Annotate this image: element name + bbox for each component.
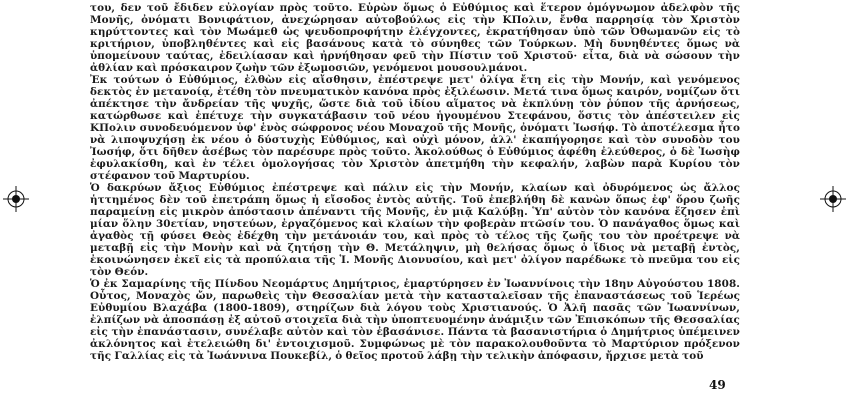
paragraph: Ὁ δακρύων ἄξιος Εὐθύμιος ἐπέστρεψε καὶ πάλιν εἰς τὴν Μονήν, κλαίων καὶ ὀδυρόμενος ὡς ἄλλος ἡττημένος δὲν τοῦ ἐπετράπη ὅμως ἡ εἴσοδος ἐντὸς αὐτῆς. Τοῦ ἐπεβλήθη δὲ κανὼν ὅπως ἐφ' ὅρου ζωῆς παραμείνῃ εἰς μικρὸν ἀπόστασιν ἀπέναντι τῆς Μονῆς, ἐν μιᾷ Καλύβῃ. Ὑπ' αὐτὸν τὸν κανόνα ἔζησεν ἐπὶ μίαν ὅλην 30ετίαν, νηστεύων, ἐργαζόμενος καὶ κλαίων τὴν φοβερὰν πτῶσίν του. Ὁ πανάγαθος ὅμως καὶ ἀγαθὸς τῇ φύσει Θεὸς ἐδέχθη τὴν μετάνοιάν του, καὶ πρὸς τὸ τέλος τῆς ζωῆς του τὸν προέτρεψε νὰ μεταβῇ εἰς τὴν Μονὴν καὶ νὰ ζητήσῃ τὴν Θ. Μετάληψιν, μὴ θελήσας ὅμως ὁ ἴδιος νὰ μεταβῇ ἐντὸς, ἐκοινώνησεν ἐκεῖ εἰς τὰ προπύλαια τῆς Ἱ. Μονῆς Διονυσίου, καὶ μετ' ὀλίγον παρέδωκε τὸ πνεῦμα του εἰς τὸν Θεόν. <box>90 181 740 278</box>
page-number: 49 <box>709 378 726 392</box>
registration-mark-icon <box>3 186 29 212</box>
paragraph: Ὁ ἐκ Σαμαρίνης τῆς Πίνδου Νεομάρτυς Δημήτριος, ἐμαρτύρησεν ἐν Ἰωαννίνοις τὴν 18ην Αὐγούστου 1808. Οὗτος, Μοναχὸς ὤν, παρωθεὶς τὴν Θεσσαλίαν μετὰ τὴν κατασταλεῖσαν τῆς ἐπαναστάσεως τοῦ Ἱερέως Εὐθυμίου Βλαχάβα (1800-1809), στηρίζων διὰ λόγου τοὺς Χριστιανούς. Ὁ Ἀλῆ πασᾶς τῶν Ἰωαννίνων, ἐλπίζων νὰ ἀποσπάσῃ ἐξ αὐτοῦ στοιχεῖα διὰ τὴν ὑποπτευομένην ἀνάμιξιν τῶν Ἐπισκόπων τῆς Θεσσαλίας εἰς τὴν ἐπανάστασιν, συνέλαβε αὐτὸν καὶ τὸν ἐβασάνισε. Πάντα τὰ βασανιστήρια ὁ Δημήτριος ὑπέμεινεν ἀκλόνητος καὶ ἐτελειώθη δι' ἐντοιχισμοῦ. Συμφώνως μὲ τὸν παρακολουθοῦντα τὸ Μαρτύριον πρόξενον τῆς Γαλλίας εἰς τὰ Ἰωάννινα Πουκεβίλ, ὁ θεῖος προτοῦ λάβῃ τὴν τελικὴν ἀπόφασιν, ἤρχισε μετὰ τοῦ <box>90 277 740 362</box>
paragraph: Ἐκ τούτων ὁ Εὐθύμιος, ἐλθὼν εἰς αἴσθησιν, ἐπέστρεψε μετ' ὀλίγα ἔτη εἰς τὴν Μονήν, καὶ γενόμενος δεκτὸς ἐν μετανοίᾳ, ἐτέθη τὸν πνευματικὸν κανόνα πρὸς ἐξιλέωσιν. Μετά τινα ὅμως καιρόν, νομίζων ὅτι ἀπέκτησε τὴν ἄνδρείαν τῆς ψυχῆς, ὥστε διὰ τοῦ ἰδίου αἵματος νὰ ἐκπλύνῃ τὸν ῥύπον τῆς ἀρνήσεως, κατώρθωσε καὶ ἐπέτυχε τὴν συγκατάβασιν τοῦ νέου ἡγουμένου Στεφάνου, ὅστις τὸν ἀπέστειλεν εἰς ΚΠολιν συνοδευόμενον ὑφ' ἑνὸς σώφρονος νέου Μοναχοῦ τῆς Μονῆς, ὀνόματι Ἰωσήφ. Τὸ ἀποτέλεσμα ἦτο νὰ λιποψυχήσῃ ἐκ νέου ὁ δύστυχὴς Εὐθύμιος, καὶ οὐχὶ μόνον, ἀλλ' ἐκαπήγορησε καὶ τὸν συνοδὸν του Ἰωσήφ, ὅτι δῆθεν ἀσέβως τὸν παρέσυρε πρὸς τοῦτο. Ἀκολούθως ὁ Εὐθύμιος ἀφέθη ἐλεύθερος, ὁ δὲ Ἰωσὴφ ἐφυλακίσθη, καὶ ἐν τέλει ὁμολογήσας τὸν Χριστὸν ἀπετμήθη τὴν κεφαλήν, λαβὼν παρὰ Κυρίου τὸν στέφανον τοῦ Μαρτυρίου. <box>90 73 740 182</box>
paragraph: του, δεν τοῦ ἔδιδεν εὐλογίαν πρὸς τοῦτο. Εὑρὼν ὅμως ὁ Εὐθύμιος καὶ ἕτερον ὁμόγνωμον ἀδελφὸν τῆς Μονῆς, ὀνόματι Βονιφάτιον, ἀνεχώρησαν αὐτοβούλως εἰς τὴν ΚΠολιν, ἔνθα παρρησίᾳ τὸν Χριστὸν κηρύττοντες καὶ τὸν Μωάμεθ ὡς ψευδοπροφήτην ἐλέγχοντες, ἐκρατήθησαν ὑπὸ τῶν Ὀθωμανῶν εἰς τὸ κριτήριον, ὑποβληθέντες καὶ εἰς βασάνους κατὰ τὸ σύνηθες τῶν Τούρκων. Μὴ δυνηθέντες ὅμως νὰ ὑπομείνουν ταύτας, ἐδειλίασαν καὶ ἠρνήθησαν φεῦ τὴν Πίστιν τοῦ Χριστοῦ· εἶτα, διὰ νὰ σώσουν τὴν ἀθλίαν καὶ πρόσκαιρον ζωὴν τῶν ἐξωμοσιῶν, γενόμενοι μουσουλμάνοι. <box>90 2 740 74</box>
body-text <box>90 2 740 362</box>
registration-mark-icon <box>820 186 846 212</box>
